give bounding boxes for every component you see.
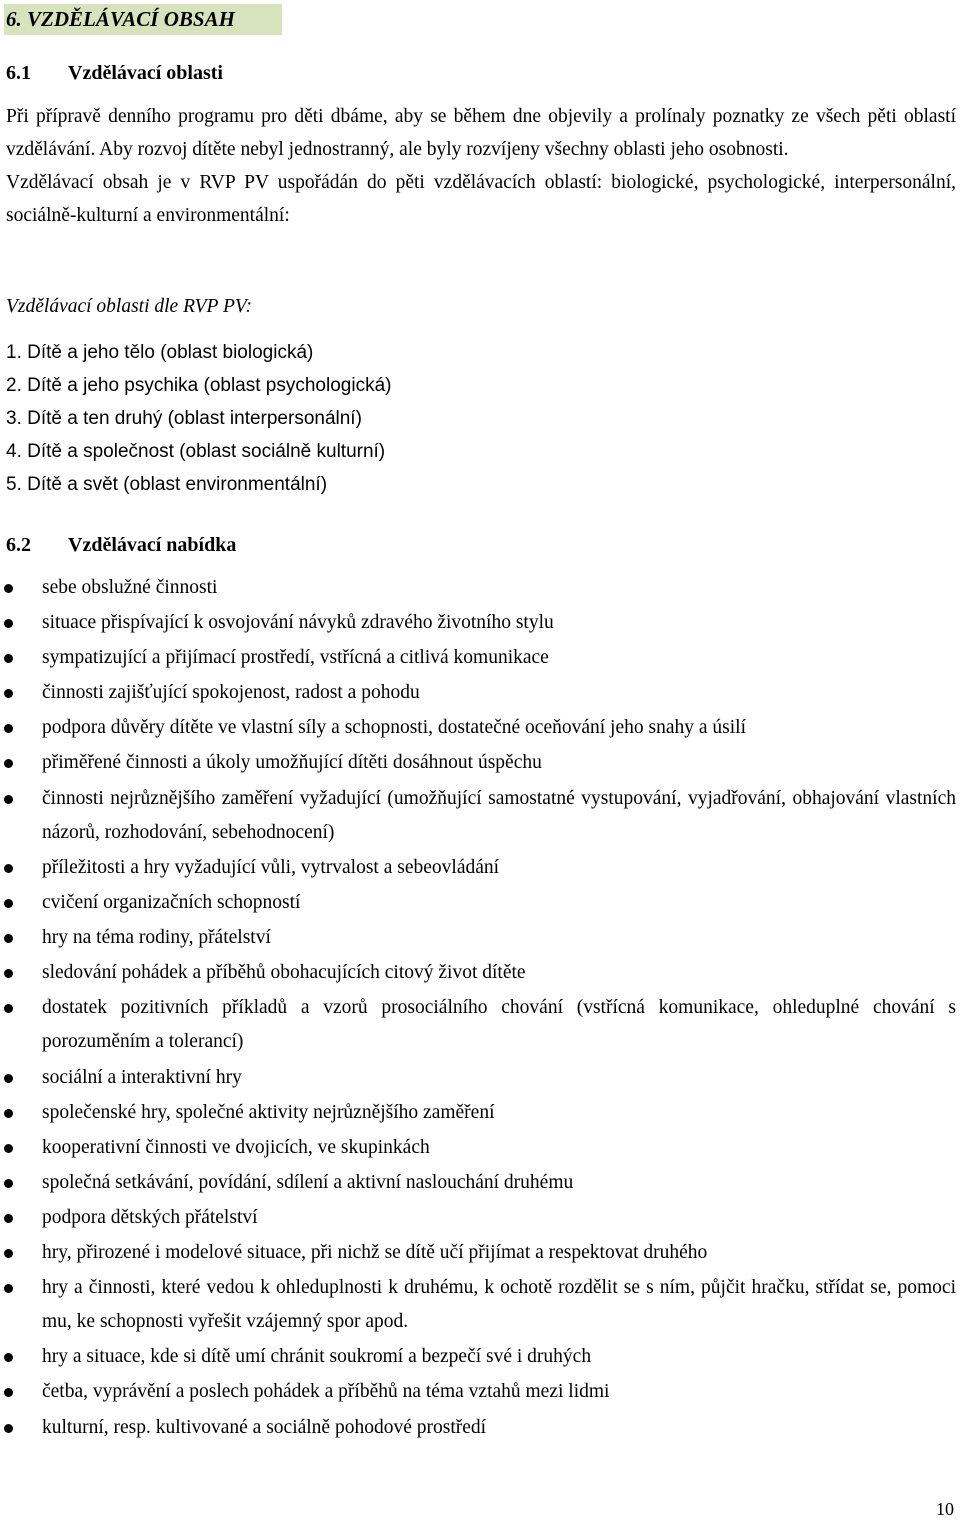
list-item-text: společná setkávání, povídání, sdílení a aktivní naslouchání druhému	[42, 1171, 574, 1193]
list-item-text: dostatek pozitivních příkladů a vzorů prosociálního chování (vstřícná komunikace, ohleduplné chování s porozuměním a tolerancí)	[42, 997, 956, 1053]
list-item-text: kulturní, resp. kultivované a sociálně pohodové prostředí	[42, 1416, 487, 1438]
list-item-text: činnosti zajišťující spokojenost, radost a pohodu	[42, 682, 420, 704]
list-item	[0, 1271, 956, 1339]
bullet-icon	[4, 795, 13, 804]
bullet-icon	[4, 1179, 13, 1188]
list-item-text: hry, přirozené i modelové situace, při nichž se dítě učí přijímat a respektovat druhého	[42, 1242, 708, 1263]
list-item-text: sebe obslužné činnosti	[42, 577, 218, 598]
list-item	[0, 711, 956, 745]
bullet-icon	[4, 1109, 13, 1118]
list-item	[0, 1096, 956, 1130]
area-item: 5. Dítě a svět (oblast environmentální)	[6, 474, 328, 495]
bullet-icon	[4, 1004, 13, 1013]
bullet-icon	[4, 1424, 13, 1433]
bullet-icon	[4, 1353, 13, 1362]
area-item: 2. Dítě a jeho psychika (oblast psychologická)	[6, 375, 392, 396]
section-intro	[6, 100, 956, 232]
bullet-icon	[4, 899, 13, 908]
list-item	[0, 1061, 956, 1095]
bullet-icon	[4, 1284, 13, 1293]
list-item	[0, 1411, 956, 1445]
section-number: 6.1	[6, 62, 31, 84]
intro-paragraph: Při přípravě denního programu pro děti dbáme, aby se během dne objevily a prolínaly poznatky ze všech pěti oblastí vzdělávání. Aby rozvoj dítěte nebyl jednostranný, ale byly rozvíjeny všechny oblasti jeho osobnosti.	[6, 106, 956, 160]
bullet-icon	[4, 1388, 13, 1397]
list-item	[0, 1166, 956, 1200]
list-item-text: přiměřené činnosti a úkoly umožňující dítěti dosáhnout úspěchu	[42, 752, 542, 774]
section-title: Vzdělávací oblasti	[68, 62, 223, 84]
list-item-text: podpora dětských přátelství	[42, 1206, 258, 1228]
list-item	[0, 991, 956, 1059]
page-number: 10	[936, 1499, 954, 1519]
list-item	[0, 676, 956, 710]
list-item	[0, 851, 956, 885]
list-item	[0, 606, 956, 640]
area-item: 3. Dítě a ten druhý (oblast interpersonální)	[6, 408, 362, 429]
list-item	[0, 1375, 956, 1409]
list-item	[0, 782, 956, 850]
bullet-icon	[4, 1144, 13, 1153]
list-item	[0, 571, 956, 605]
bullet-icon	[4, 724, 13, 733]
bullet-icon	[4, 1074, 13, 1083]
list-item	[0, 1236, 956, 1270]
list-item	[0, 641, 956, 675]
chapter-title: 6. VZDĚLÁVACÍ OBSAH	[4, 4, 282, 35]
section-heading-6-1	[6, 60, 223, 86]
list-item-text: situace přispívající k osvojování návyků zdravého životního stylu	[42, 612, 554, 634]
list-item-text: sympatizující a přijímací prostředí, vstřícná a citlivá komunikace	[42, 647, 549, 669]
area-item: 4. Dítě a společnost (oblast sociálně kulturní)	[6, 441, 386, 462]
list-item	[0, 956, 956, 990]
bullet-icon	[4, 654, 13, 663]
list-item-text: sledování pohádek a příběhů obohacujících citový život dítěte	[42, 962, 526, 984]
bullet-icon	[4, 969, 13, 978]
bullet-icon	[4, 584, 13, 593]
areas-list	[6, 336, 391, 501]
list-item	[0, 1340, 956, 1374]
list-item-text: četba, vyprávění a poslech pohádek a příběhů na téma vztahů mezi lidmi	[42, 1381, 610, 1403]
offer-list	[0, 571, 956, 1446]
section-title: Vzdělávací nabídka	[68, 534, 237, 556]
section-number: 6.2	[6, 534, 31, 556]
bullet-icon	[4, 619, 13, 628]
bullet-icon	[4, 1249, 13, 1258]
intro-paragraph: Vzdělávací obsah je v RVP PV uspořádán do pěti vzdělávacích oblastí: biologické, psychologické, interpersonální, sociálně-kulturní a environmentální:	[6, 172, 956, 226]
bullet-icon	[4, 759, 13, 768]
list-item	[0, 921, 956, 955]
bullet-icon	[4, 689, 13, 698]
list-item-text: hry na téma rodiny, přátelství	[42, 927, 271, 949]
list-item-text: činnosti nejrůznějšího zaměření vyžadující (umožňující samostatné vystupování, vyjadřování, obhajování vlastních názorů, rozhodování, sebehodnocení)	[42, 787, 956, 843]
list-item-text: společenské hry, společné aktivity nejrůznějšího zaměření	[42, 1101, 495, 1123]
areas-subheading: Vzdělávací oblasti dle RVP PV:	[6, 296, 253, 317]
list-item-text: příležitosti a hry vyžadující vůli, vytrvalost a sebeovládání	[42, 856, 500, 878]
bullet-icon	[4, 864, 13, 873]
list-item	[0, 886, 956, 920]
list-item-text: cvičení organizačních schopností	[42, 891, 301, 913]
bullet-icon	[4, 934, 13, 943]
list-item-text: kooperativní činnosti ve dvojicích, ve skupinkách	[42, 1136, 430, 1158]
list-item-text: sociální a interaktivní hry	[42, 1066, 242, 1088]
bullet-icon	[4, 1214, 13, 1223]
area-item: 1. Dítě a jeho tělo (oblast biologická)	[6, 342, 314, 363]
list-item-text: hry a činnosti, které vedou k ohleduplnosti k druhému, k ochotě rozdělit se s ním, půjčit hračku, střídat se, pomoci mu, ke schopnosti vyřešit vzájemný spor apod.	[42, 1277, 956, 1333]
list-item	[0, 1131, 956, 1165]
list-item-text: podpora důvěry dítěte ve vlastní síly a schopnosti, dostatečné oceňování jeho snahy a úsilí	[42, 717, 746, 739]
section-heading-6-2	[6, 532, 236, 558]
list-item	[0, 746, 956, 780]
list-item	[0, 1201, 956, 1235]
list-item-text: hry a situace, kde si dítě umí chránit soukromí a bezpečí své i druhých	[42, 1346, 592, 1368]
